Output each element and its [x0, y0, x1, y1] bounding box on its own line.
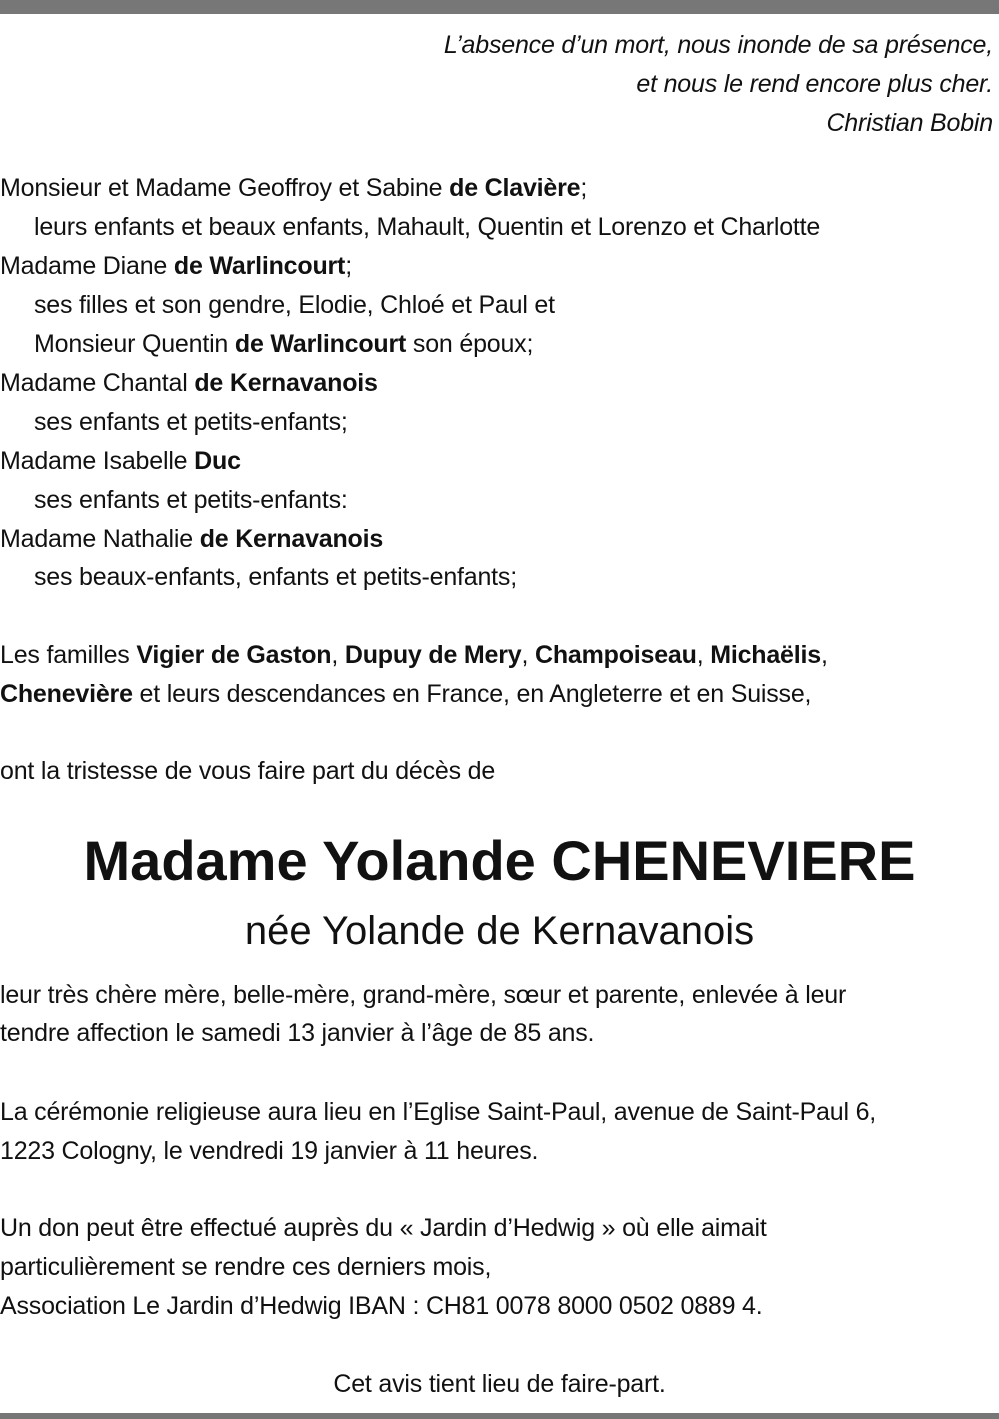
family-line: Monsieur Quentin de Warlincourt son époux; [34, 330, 534, 358]
ceremony-line-1: La cérémonie religieuse aura lieu en l’Eglise Saint-Paul, avenue de Saint-Paul 6, [0, 1098, 877, 1126]
family-line: Madame Nathalie de Kernavanois [0, 525, 384, 553]
families-line-2: Chenevière et leurs descendances en France, en Angleterre et en Suisse, [0, 680, 812, 708]
details-line-1: leur très chère mère, belle-mère, grand-mère, sœur et parente, enlevée à leur [0, 981, 847, 1009]
bottom-divider [0, 1413, 999, 1419]
family-line: ses enfants et petits-enfants; [34, 408, 348, 436]
family-line: Madame Chantal de Kernavanois [0, 369, 378, 397]
quote-line-2: et nous le rend encore plus cher. [636, 70, 993, 98]
details-line-2: tendre affection le samedi 13 janvier à l’âge de 85 ans. [0, 1019, 595, 1047]
ceremony-line-2: 1223 Cologny, le vendredi 19 janvier à 11 heures. [0, 1137, 539, 1165]
announcement: ont la tristesse de vous faire part du décès de [0, 757, 496, 785]
quote-author: Christian Bobin [826, 109, 993, 137]
top-divider [0, 0, 999, 14]
donation-line-1: Un don peut être effectué auprès du « Jardin d’Hedwig » où elle aimait [0, 1214, 767, 1242]
family-line: Madame Isabelle Duc [0, 447, 241, 475]
families-line-1: Les familles Vigier de Gaston, Dupuy de Mery, Champoiseau, Michaëlis, [0, 641, 828, 669]
deceased-name: Madame Yolande CHENEVIERE [83, 829, 916, 892]
footer-note: Cet avis tient lieu de faire-part. [333, 1370, 666, 1398]
family-line: Madame Diane de Warlincourt; [0, 252, 352, 280]
quote-line-1: L’absence d’un mort, nous inonde de sa présence, [443, 31, 993, 59]
family-line: ses enfants et petits-enfants: [34, 486, 348, 514]
donation-line-2: particulièrement se rendre ces derniers mois, [0, 1253, 492, 1281]
family-line: Monsieur et Madame Geoffroy et Sabine de Clavière; [0, 174, 588, 202]
deceased-maiden-name: née Yolande de Kernavanois [244, 909, 755, 953]
family-line: ses beaux-enfants, enfants et petits-enfants; [34, 563, 517, 591]
family-line: ses filles et son gendre, Elodie, Chloé et Paul et [34, 291, 555, 319]
family-line: leurs enfants et beaux enfants, Mahault, Quentin et Lorenzo et Charlotte [34, 213, 821, 241]
donation-line-3: Association Le Jardin d’Hedwig IBAN : CH81 0078 8000 0502 0889 4. [0, 1292, 763, 1320]
